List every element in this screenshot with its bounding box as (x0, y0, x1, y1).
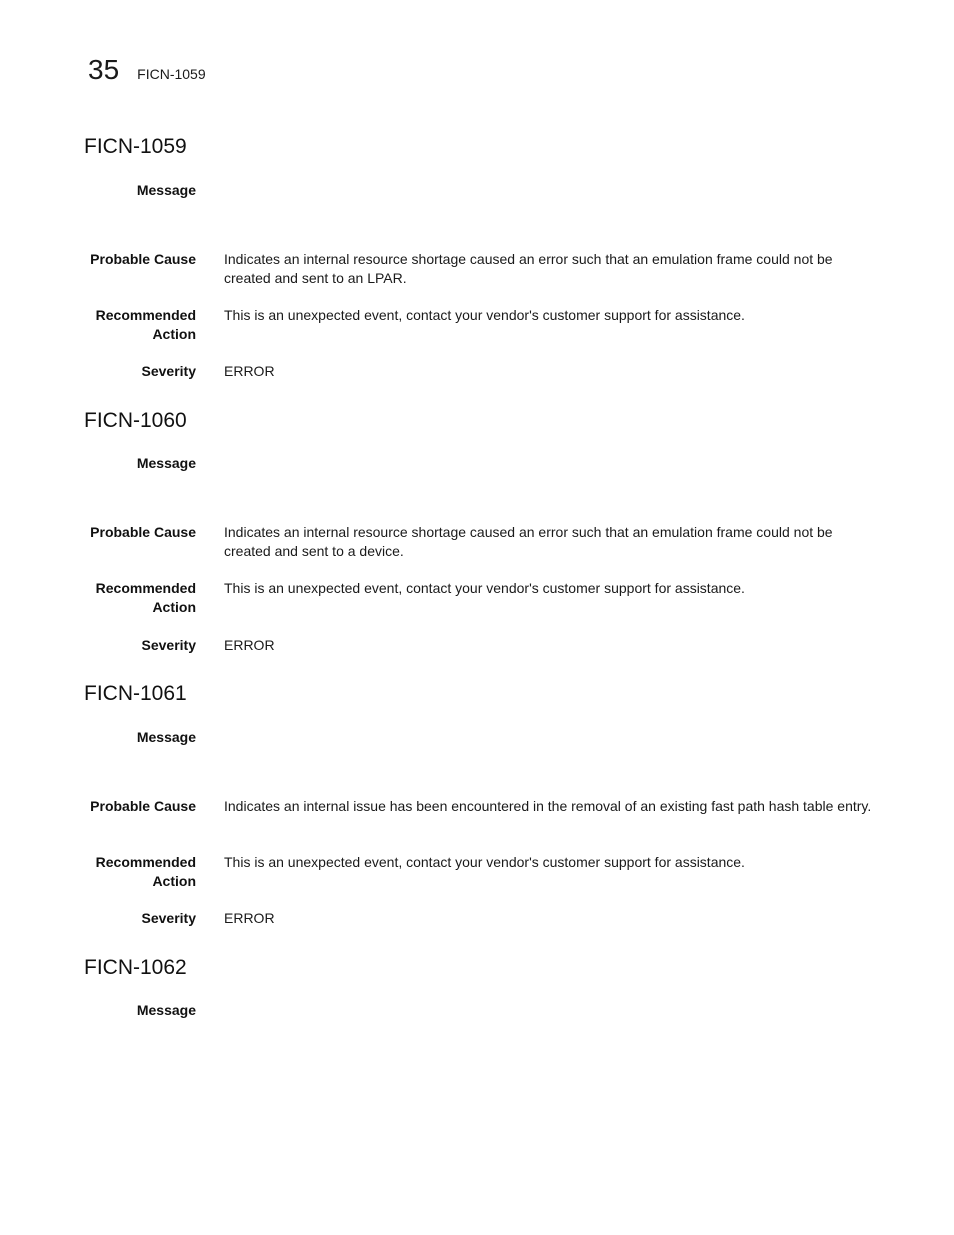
probable-cause-label: Probable Cause (90, 524, 196, 540)
message-label: Message (136, 1002, 196, 1018)
message-label: Message (136, 182, 196, 198)
recommended-action-label-line2: Action (152, 326, 196, 342)
recommended-action-label-line2: Action (152, 873, 196, 889)
severity-label: Severity (141, 910, 196, 926)
severity-label: Severity (141, 363, 196, 379)
recommended-action-label (46, 853, 196, 891)
severity-value: ERROR (224, 637, 275, 653)
recommended-action-text: This is an unexpected event, contact your vendor's customer support for assistance. (224, 580, 745, 596)
running-title: FICN-1059 (137, 66, 206, 82)
probable-cause-text: Indicates an internal resource shortage caused an error such that an emulation frame could not be created and sent to a device. (224, 524, 833, 559)
message-label: Message (136, 729, 196, 745)
recommended-action-text: This is an unexpected event, contact your vendor's customer support for assistance. (224, 307, 745, 323)
message-label: Message (136, 455, 196, 471)
severity-value: ERROR (224, 363, 275, 379)
recommended-action-label (46, 306, 196, 344)
chapter-number: 35 (88, 54, 120, 85)
recommended-action-label-line2: Action (152, 599, 196, 615)
probable-cause-label: Probable Cause (90, 798, 196, 814)
recommended-action-label-line1: Recommended (95, 580, 196, 596)
recommended-action-label (46, 579, 196, 617)
probable-cause-text: Indicates an internal issue has been encountered in the removal of an existing fast path hash table entry. (224, 798, 872, 814)
recommended-action-text: This is an unexpected event, contact your vendor's customer support for assistance. (224, 854, 745, 870)
recommended-action-label-line1: Recommended (95, 307, 196, 323)
section-title: FICN-1061 (84, 682, 187, 705)
probable-cause-label: Probable Cause (90, 251, 196, 267)
severity-label: Severity (141, 637, 196, 653)
probable-cause-text: Indicates an internal resource shortage caused an error such that an emulation frame could not be created and sent to an LPAR. (224, 251, 833, 286)
severity-value: ERROR (224, 910, 275, 926)
recommended-action-label-line1: Recommended (95, 854, 196, 870)
page-header (88, 54, 206, 86)
section-title: FICN-1059 (84, 135, 187, 158)
section-title: FICN-1060 (84, 409, 187, 432)
section-title: FICN-1062 (84, 956, 187, 979)
